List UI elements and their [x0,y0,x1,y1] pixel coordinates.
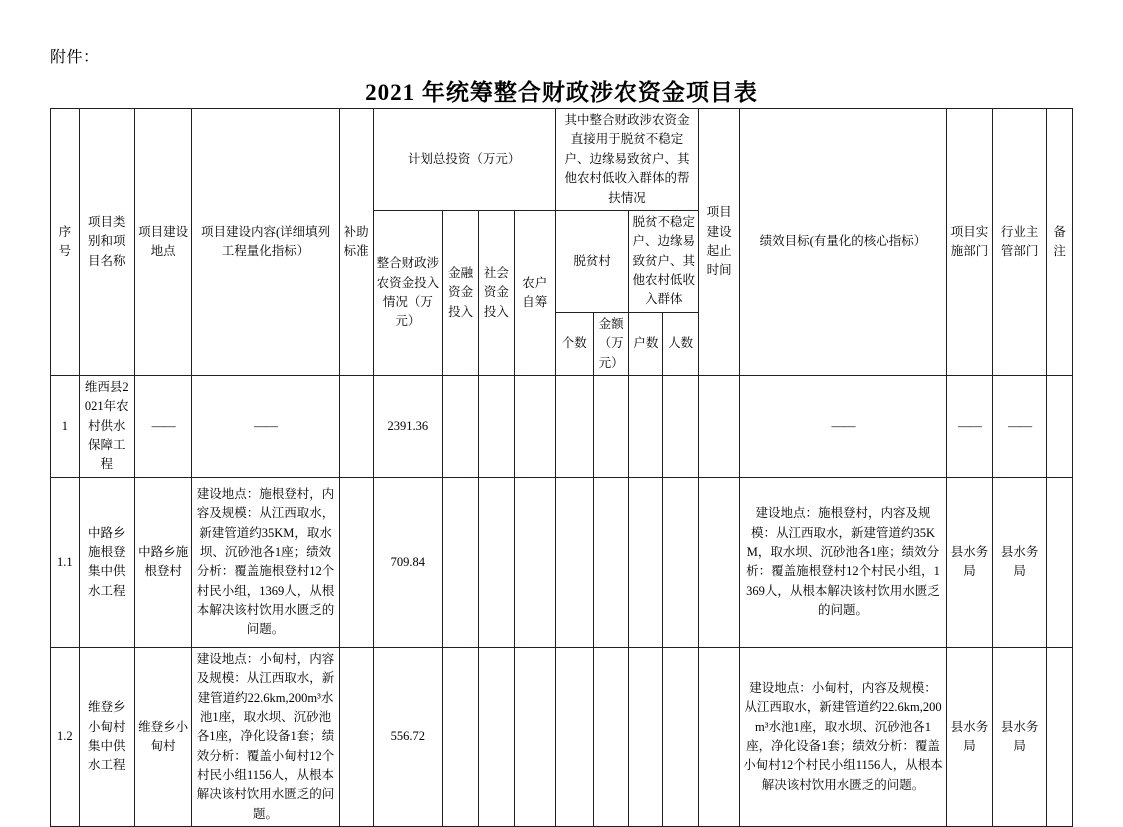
cell-supervising-dept: 县水务局 [992,477,1046,647]
cell-household-self [514,375,555,477]
col-header-build-period: 项目建设起止时间 [699,109,740,376]
col-header-location: 项目建设地点 [134,109,191,376]
cell-integrated-funds: 2391.36 [373,375,443,477]
cell-performance-goal: 建设地点：小甸村，内容及规模：从江西取水，新建管道约22.6km,200m³水池1座，取水坝、沉砂池各1座，净化设备1套；绩效分析：覆盖小甸村12个村民小组1156人，从根本解决该村饮用水匮乏的问题。 [740,647,947,826]
cell-person-count [663,477,699,647]
cell-location: 中路乡施根登村 [134,477,191,647]
col-header-remarks: 备注 [1047,109,1073,376]
cell-village-count [555,477,593,647]
col-header-person-count: 人数 [663,312,699,375]
cell-financial-funds [443,647,479,826]
col-header-unstable-group: 脱贫不稳定户、边缘易致贫户、其他农村低收入群体 [629,210,699,312]
cell-person-count [663,647,699,826]
cell-content: —— [192,375,339,477]
cell-village-amount [593,375,629,477]
project-table [50,108,1073,827]
cell-category-name: 维西县2021年农村供水保障工程 [79,375,134,477]
cell-seq: 1.1 [51,477,80,647]
cell-household-self [514,477,555,647]
col-header-direct-support: 其中整合财政涉农资金直接用于脱贫不稳定户、边缘易致贫户、其他农村低收入群体的帮扶情况 [555,109,698,211]
cell-implementing-dept: 县水务局 [946,647,992,826]
cell-integrated-funds: 709.84 [373,477,443,647]
col-header-social-funds: 社会资金投入 [478,210,514,375]
col-header-village-amount: 金额（万元） [593,312,629,375]
cell-person-count [663,375,699,477]
cell-village-amount [593,647,629,826]
page-title: 2021 年统筹整合财政涉农资金项目表 [365,80,758,105]
cell-subsidy-standard [339,375,373,477]
cell-supervising-dept: 县水务局 [992,647,1046,826]
cell-build-period [699,375,740,477]
cell-category-name: 中路乡施根登集中供水工程 [79,477,134,647]
cell-social-funds [478,647,514,826]
cell-village-amount [593,477,629,647]
col-header-category-name: 项目类别和项目名称 [79,109,134,376]
cell-household-count [629,477,663,647]
col-header-supervising-dept: 行业主管部门 [992,109,1046,376]
cell-build-period [699,477,740,647]
col-header-household-count: 户数 [629,312,663,375]
col-header-household-self: 农户自筹 [514,210,555,375]
table-row [51,375,1073,477]
table-row [51,477,1073,647]
cell-build-period [699,647,740,826]
cell-location: 维登乡小甸村 [134,647,191,826]
cell-category-name: 维登乡小甸村集中供水工程 [79,647,134,826]
col-header-performance-goal: 绩效目标(有量化的核心指标） [740,109,947,376]
cell-remarks [1047,477,1073,647]
cell-household-count [629,375,663,477]
cell-seq: 1.2 [51,647,80,826]
cell-location: —— [134,375,191,477]
cell-village-count [555,647,593,826]
cell-implementing-dept: —— [946,375,992,477]
cell-subsidy-standard [339,647,373,826]
cell-social-funds [478,477,514,647]
cell-implementing-dept: 县水务局 [946,477,992,647]
table-row [51,647,1073,826]
cell-supervising-dept: —— [992,375,1046,477]
col-header-poverty-village: 脱贫村 [555,210,629,312]
cell-financial-funds [443,375,479,477]
cell-village-count [555,375,593,477]
cell-remarks [1047,647,1073,826]
cell-content: 建设地点：小甸村，内容及规模：从江西取水，新建管道约22.6km,200m³水池1座，取水坝、沉砂池各1座，净化设备1套；绩效分析：覆盖小甸村12个村民小组1156人，从根本解决该村饮用水匮乏的问题。 [192,647,339,826]
cell-social-funds [478,375,514,477]
col-header-implementing-dept: 项目实施部门 [946,109,992,376]
col-header-subsidy-standard: 补助标准 [339,109,373,376]
cell-subsidy-standard [339,477,373,647]
col-header-total-investment: 计划总投资（万元） [373,109,555,211]
cell-household-self [514,647,555,826]
col-header-financial-funds: 金融资金投入 [443,210,479,375]
cell-seq: 1 [51,375,80,477]
cell-performance-goal: —— [740,375,947,477]
col-header-village-count: 个数 [555,312,593,375]
cell-remarks [1047,375,1073,477]
cell-integrated-funds: 556.72 [373,647,443,826]
col-header-content: 项目建设内容(详细填列工程量化指标） [192,109,339,376]
cell-content: 建设地点：施根登村，内容及规模：从江西取水，新建管道约35KM，取水坝、沉砂池各1座；绩效分析：覆盖施根登村12个村民小组，1369人，从根本解决该村饮用水匮乏的问题。 [192,477,339,647]
cell-financial-funds [443,477,479,647]
header-row-1 [51,109,1073,211]
attachment-label: 附件： [50,49,100,66]
cell-performance-goal: 建设地点：施根登村，内容及规模：从江西取水，新建管道约35KM，取水坝、沉砂池各1座；绩效分析：覆盖施根登村12个村民小组，1369人，从根本解决该村饮用水匮乏的问题。 [740,477,947,647]
cell-household-count [629,647,663,826]
col-header-seq: 序号 [51,109,80,376]
col-header-integrated-funds: 整合财政涉农资金投入情况（万元） [373,210,443,375]
